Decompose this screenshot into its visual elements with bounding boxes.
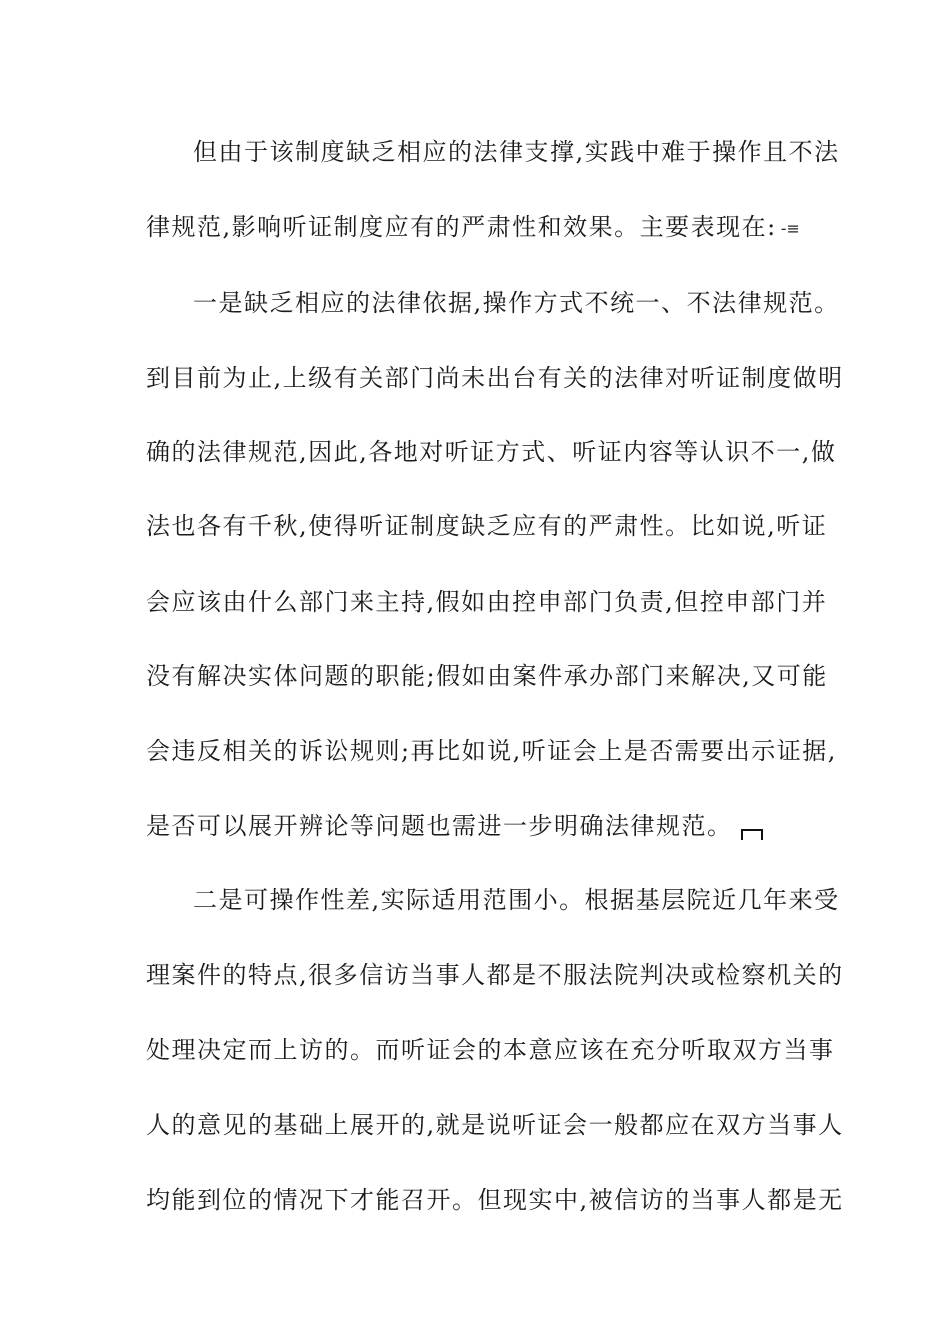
paragraph-2-line-2 — [146, 358, 844, 398]
paragraph-mark: -≡ — [780, 218, 800, 238]
line-text: 律规范,影响听证制度应有的严肃性和效果。主要表现在: — [146, 213, 777, 241]
line-text: 一是缺乏相应的法律依据,操作方式不统一、不法律规范。 — [193, 289, 840, 317]
line-text: 均能到位的情况下才能召开。但现实中,被信访的当事人都是无 — [146, 1186, 844, 1214]
paragraph-2-line-7 — [146, 731, 837, 771]
paragraph-1-line-1 — [193, 132, 840, 172]
line-text: 没有解决实体问题的职能;假如由案件承办部门来解决,又可能 — [146, 662, 828, 690]
line-text: 是否可以展开辨论等问题也需进一步明确法律规范。 — [146, 812, 733, 840]
line-text: 到目前为止,上级有关部门尚未出台有关的法律对听证制度做明 — [146, 364, 844, 392]
paragraph-3-line-2 — [146, 955, 844, 995]
line-text: 会违反相关的诉讼规则;再比如说,听证会上是否需要出示证据, — [146, 737, 837, 765]
line-text: 但由于该制度缺乏相应的法律支撑,实践中难于操作且不法 — [193, 138, 840, 166]
paragraph-3-line-5 — [146, 1180, 844, 1220]
paragraph-2-line-8 — [146, 806, 806, 846]
line-text: 理案件的特点,很多信访当事人都是不服法院判决或检察机关的 — [146, 961, 844, 989]
paragraph-2-line-3 — [146, 432, 837, 472]
line-text: 处理决定而上访的。而听证会的本意应该在充分听取双方当事 — [146, 1036, 835, 1064]
line-text: 法也各有千秋,使得听证制度缺乏应有的严肃性。比如说,听证 — [146, 512, 828, 540]
paragraph-2-line-1 — [193, 283, 840, 323]
paragraph-2-line-5 — [146, 582, 828, 622]
bracket-mark-icon — [741, 829, 763, 840]
paragraph-3-line-3 — [146, 1030, 835, 1070]
paragraph-2-line-6 — [146, 656, 828, 696]
line-text: 确的法律规范,因此,各地对听证方式、听证内容等认识不一,做 — [146, 438, 837, 466]
line-text: 会应该由什么部门来主持,假如由控申部门负责,但控申部门并 — [146, 588, 828, 616]
line-text: 二是可操作性差,实际适用范围小。根据基层院近几年来受 — [193, 886, 840, 914]
paragraph-2-line-4 — [146, 506, 828, 546]
line-text: 人的意见的基础上展开的,就是说听证会一般都应在双方当事人 — [146, 1111, 844, 1139]
paragraph-1-line-2 — [146, 207, 806, 247]
paragraph-3-line-1 — [193, 880, 840, 920]
paragraph-3-line-4 — [146, 1105, 844, 1145]
